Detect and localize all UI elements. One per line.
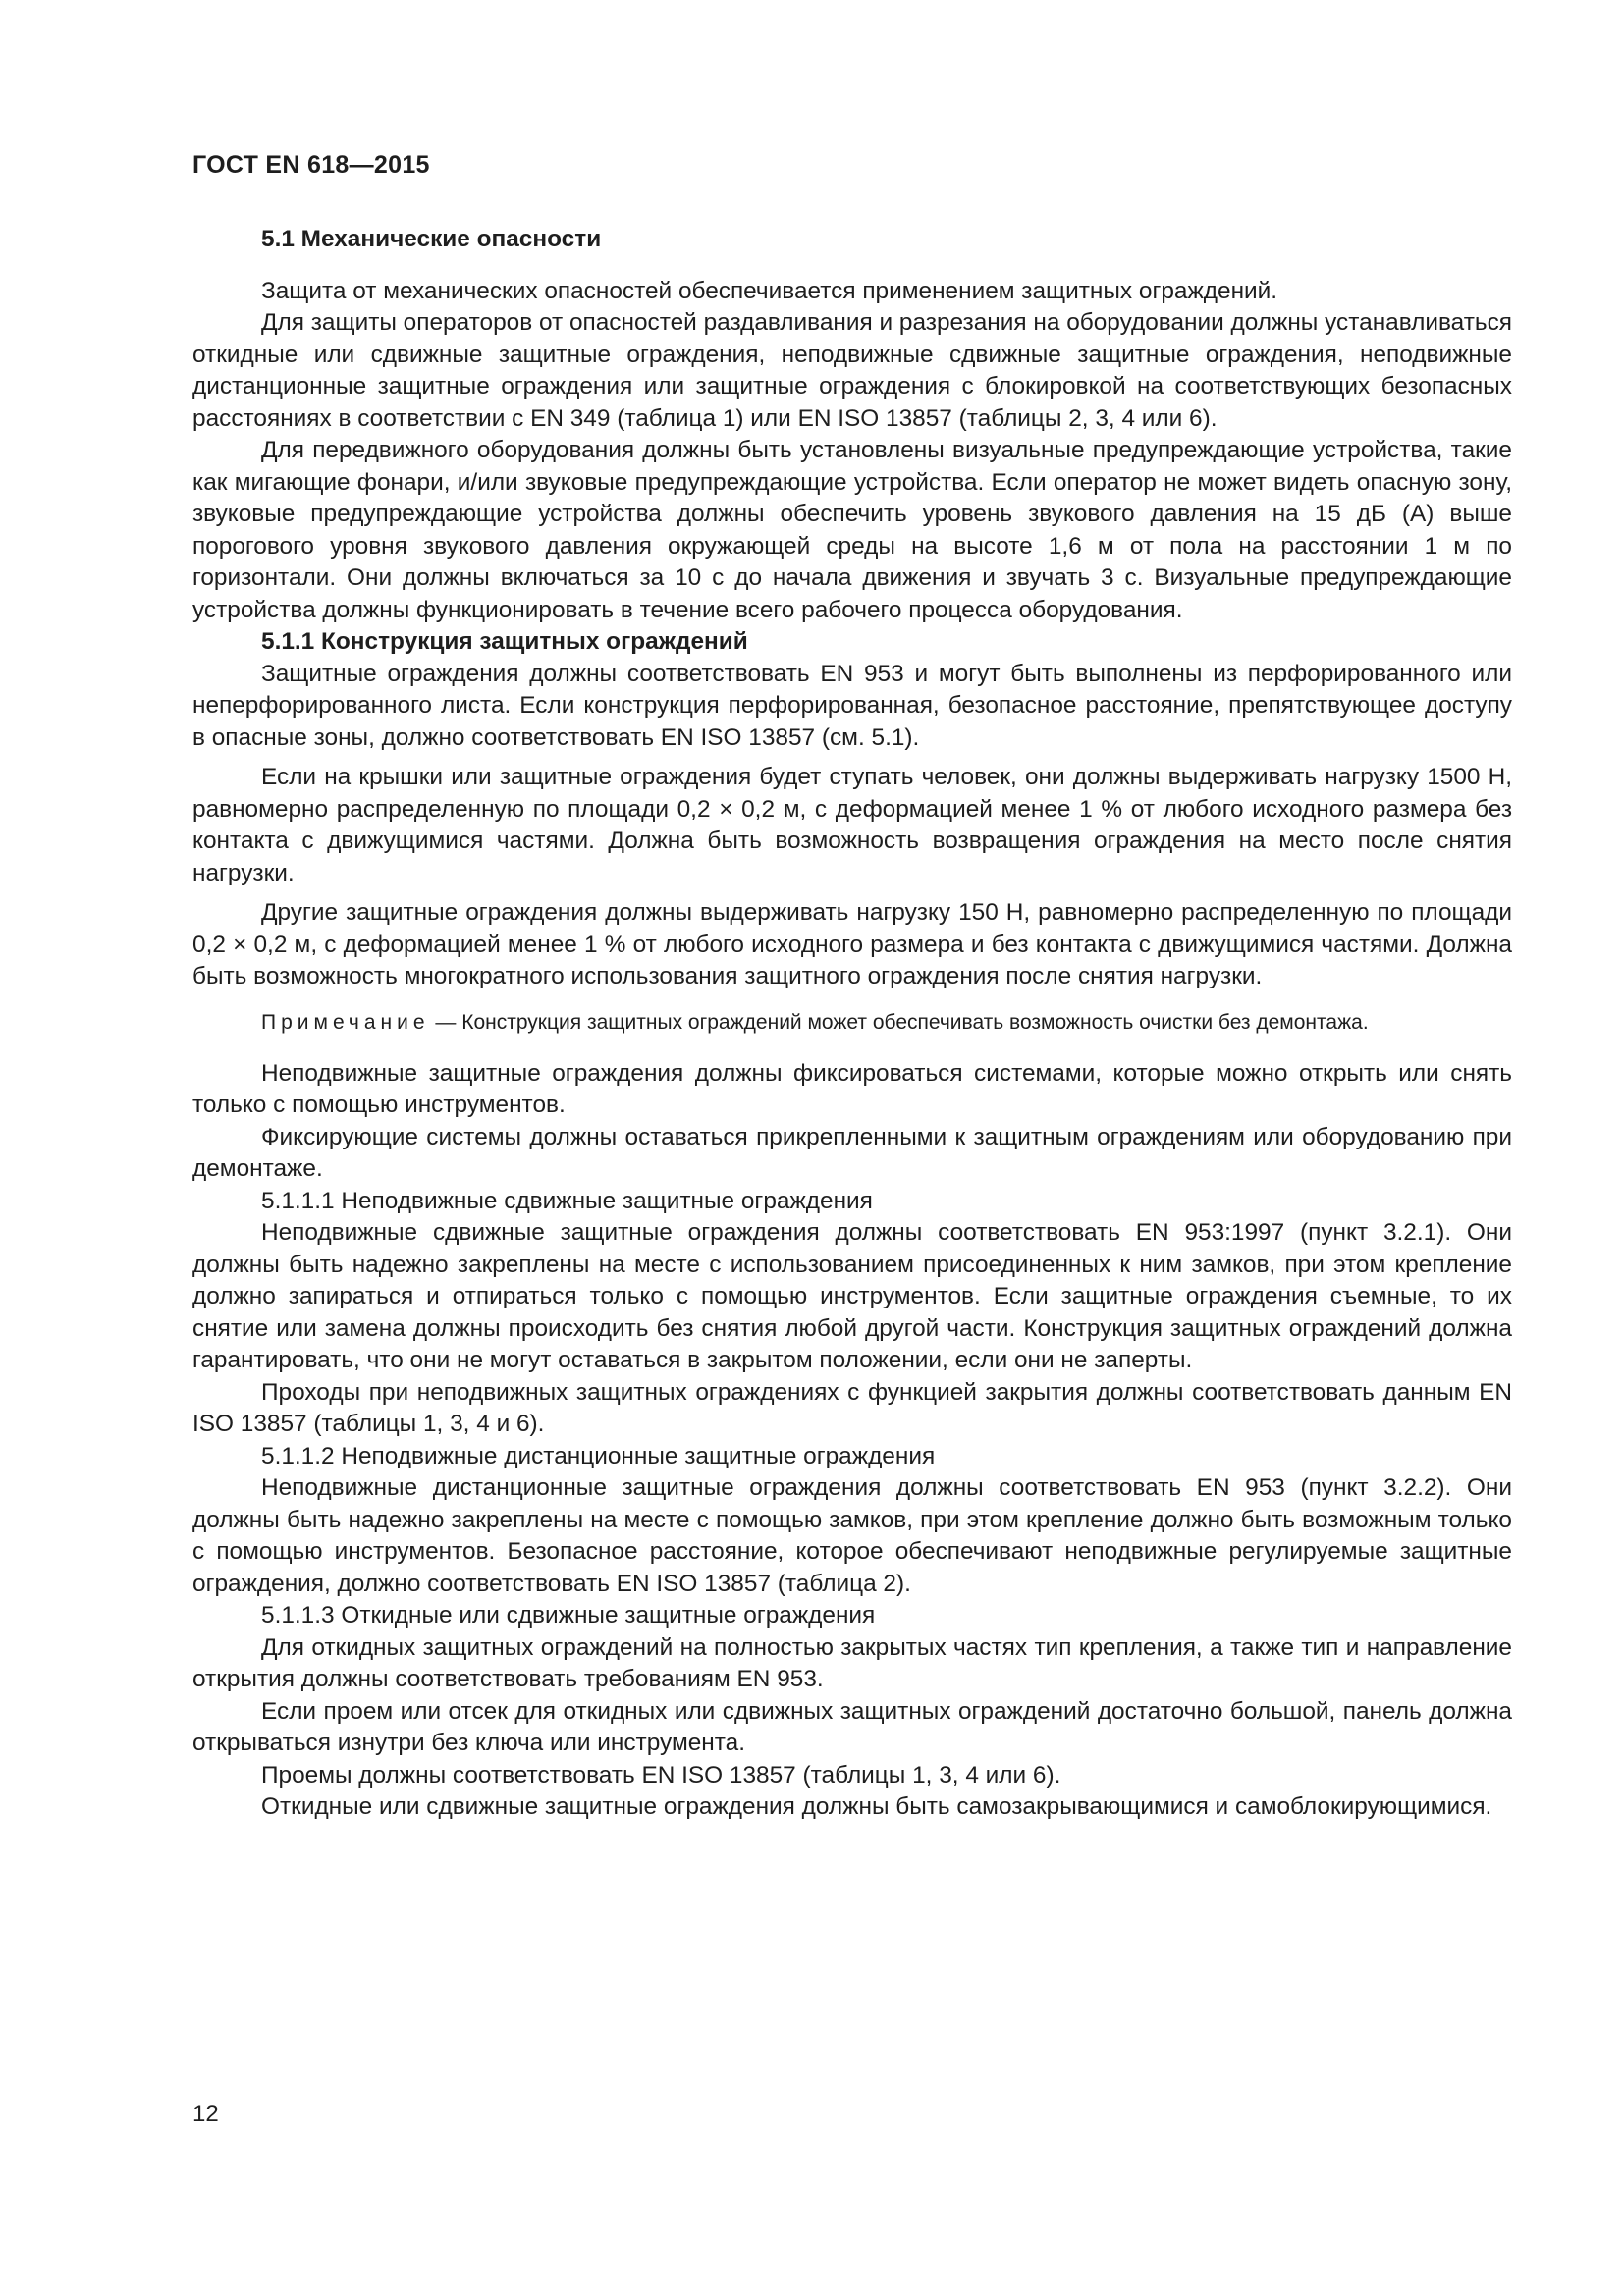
section-5-1-1-1-heading: 5.1.1.1 Неподвижные сдвижные защитные ограждения — [261, 1187, 873, 1214]
paragraph: Для откидных защитных ограждений на полностью закрытых частях тип крепления, а также тип и направление открытия должны соответствовать требованиям EN 953. — [192, 1633, 1512, 1692]
paragraph: Неподвижные защитные ограждения должны фиксироваться системами, которые можно открыть или снять только с помощью инструментов. — [192, 1059, 1512, 1118]
paragraph: Неподвижные сдвижные защитные ограждения должны соответствовать EN 953:1997 (пункт 3.2.1). Они должны быть надежно закреплены на месте с использованием присоединенных к ним замков, при этом крепление должно запираться и отпираться только с помощью инструментов. Если защитные ограждения съемные, то их снятие или замена должны происходить без снятия любой другой части. Конструкция защитных ограждений должна гарантировать, что они не могут оставаться в закрытом положении, если они не заперты. — [192, 1219, 1512, 1373]
paragraph: Другие защитные ограждения должны выдерживать нагрузку 150 Н, равномерно распределенную по площади 0,2 × 0,2 м, с деформацией менее 1 % от любого исходного размера и без контакта с движущимися частями. Должна быть возможность многократного использования защитного ограждения после снятия нагрузки. — [192, 899, 1512, 989]
section-5-1-heading: 5.1 Механические опасности — [261, 226, 602, 252]
paragraph: Откидные или сдвижные защитные ограждения должны быть самозакрывающимися и самоблокирующимися. — [261, 1793, 1492, 1820]
paragraph: Фиксирующие системы должны оставаться прикрепленными к защитным ограждениям или оборудованию при демонтаже. — [192, 1123, 1512, 1182]
paragraph: Если проем или отсек для откидных или сдвижных защитных ограждений достаточно большой, панель должна открываться изнутри без ключа или инструмента. — [192, 1697, 1512, 1756]
paragraph: Если на крышки или защитные ограждения будет ступать человек, они должны выдерживать нагрузку 1500 Н, равномерно распределенную по площади 0,2 × 0,2 м, с деформацией менее 1 % от любого исходного размера без контакта с движущимися частями. Должна быть возможность возвращения ограждения на место после снятия нагрузки. — [192, 764, 1512, 886]
paragraph: Защита от механических опасностей обеспечивается применением защитных ограждений. — [261, 277, 1278, 304]
note-text: — Конструкция защитных ограждений может обеспечивать возможность очистки без демонтажа. — [429, 1010, 1369, 1034]
section-5-1-1-2-heading: 5.1.1.2 Неподвижные дистанционные защитные ограждения — [261, 1442, 936, 1469]
note-label: Примечание — [261, 1010, 430, 1034]
note — [192, 1009, 1512, 1037]
section-5-1-1-3-heading: 5.1.1.3 Откидные или сдвижные защитные ограждения — [261, 1602, 876, 1629]
paragraph: Проемы должны соответствовать EN ISO 13857 (таблицы 1, 3, 4 или 6). — [261, 1761, 1061, 1789]
paragraph: Для передвижного оборудования должны быть установлены визуальные предупреждающие устройства, такие как мигающие фонари, и/или звуковые предупреждающие устройства. Если оператор не может видеть опасную зону, звуковые предупреждающие устройства должны обеспечить уровень звукового давления на 15 дБ (А) выше порогового уровня звукового давления окружающей среды на высоте 1,6 м от пола на расстоянии 1 м по горизонтали. Они должны включаться за 10 с до начала движения и звучать 3 с. Визуальные предупреждающие устройства должны функционировать в течение всего рабочего процесса оборудования. — [192, 437, 1512, 623]
page-number: 12 — [192, 2101, 219, 2127]
section-5-1-1-heading: 5.1.1 Конструкция защитных ограждений — [261, 628, 748, 655]
paragraph: Неподвижные дистанционные защитные ограждения должны соответствовать EN 953 (пункт 3.2.2). Они должны быть надежно закреплены на месте с помощью замков, при этом крепление должно быть возможным только с помощью инструментов. Безопасное расстояние, которое обеспечивают неподвижные регулируемые защитные ограждения, должно соответствовать EN ISO 13857 (таблица 2). — [192, 1474, 1512, 1597]
paragraph: Проходы при неподвижных защитных ограждениях с функцией закрытия должны соответствовать данным EN ISO 13857 (таблицы 1, 3, 4 и 6). — [192, 1378, 1512, 1437]
document-body — [192, 224, 1512, 1824]
paragraph: Для защиты операторов от опасностей раздавливания и разрезания на оборудовании должны устанавливаться откидные или сдвижные защитные ограждения, неподвижные сдвижные защитные ограждения, неподвижные дистанционные защитные ограждения или защитные ограждения с блокировкой на соответствующих безопасных расстояниях в соответствии с EN 349 (таблица 1) или EN ISO 13857 (таблицы 2, 3, 4 или 6). — [192, 309, 1512, 432]
document-header: ГОСТ EN 618—2015 — [192, 151, 430, 179]
paragraph: Защитные ограждения должны соответствовать EN 953 и могут быть выполнены из перфорированного или неперфорированного листа. Если конструкция перфорированная, безопасное расстояние, препятствующее доступу в опасные зоны, должно соответствовать EN ISO 13857 (см. 5.1). — [192, 660, 1512, 751]
